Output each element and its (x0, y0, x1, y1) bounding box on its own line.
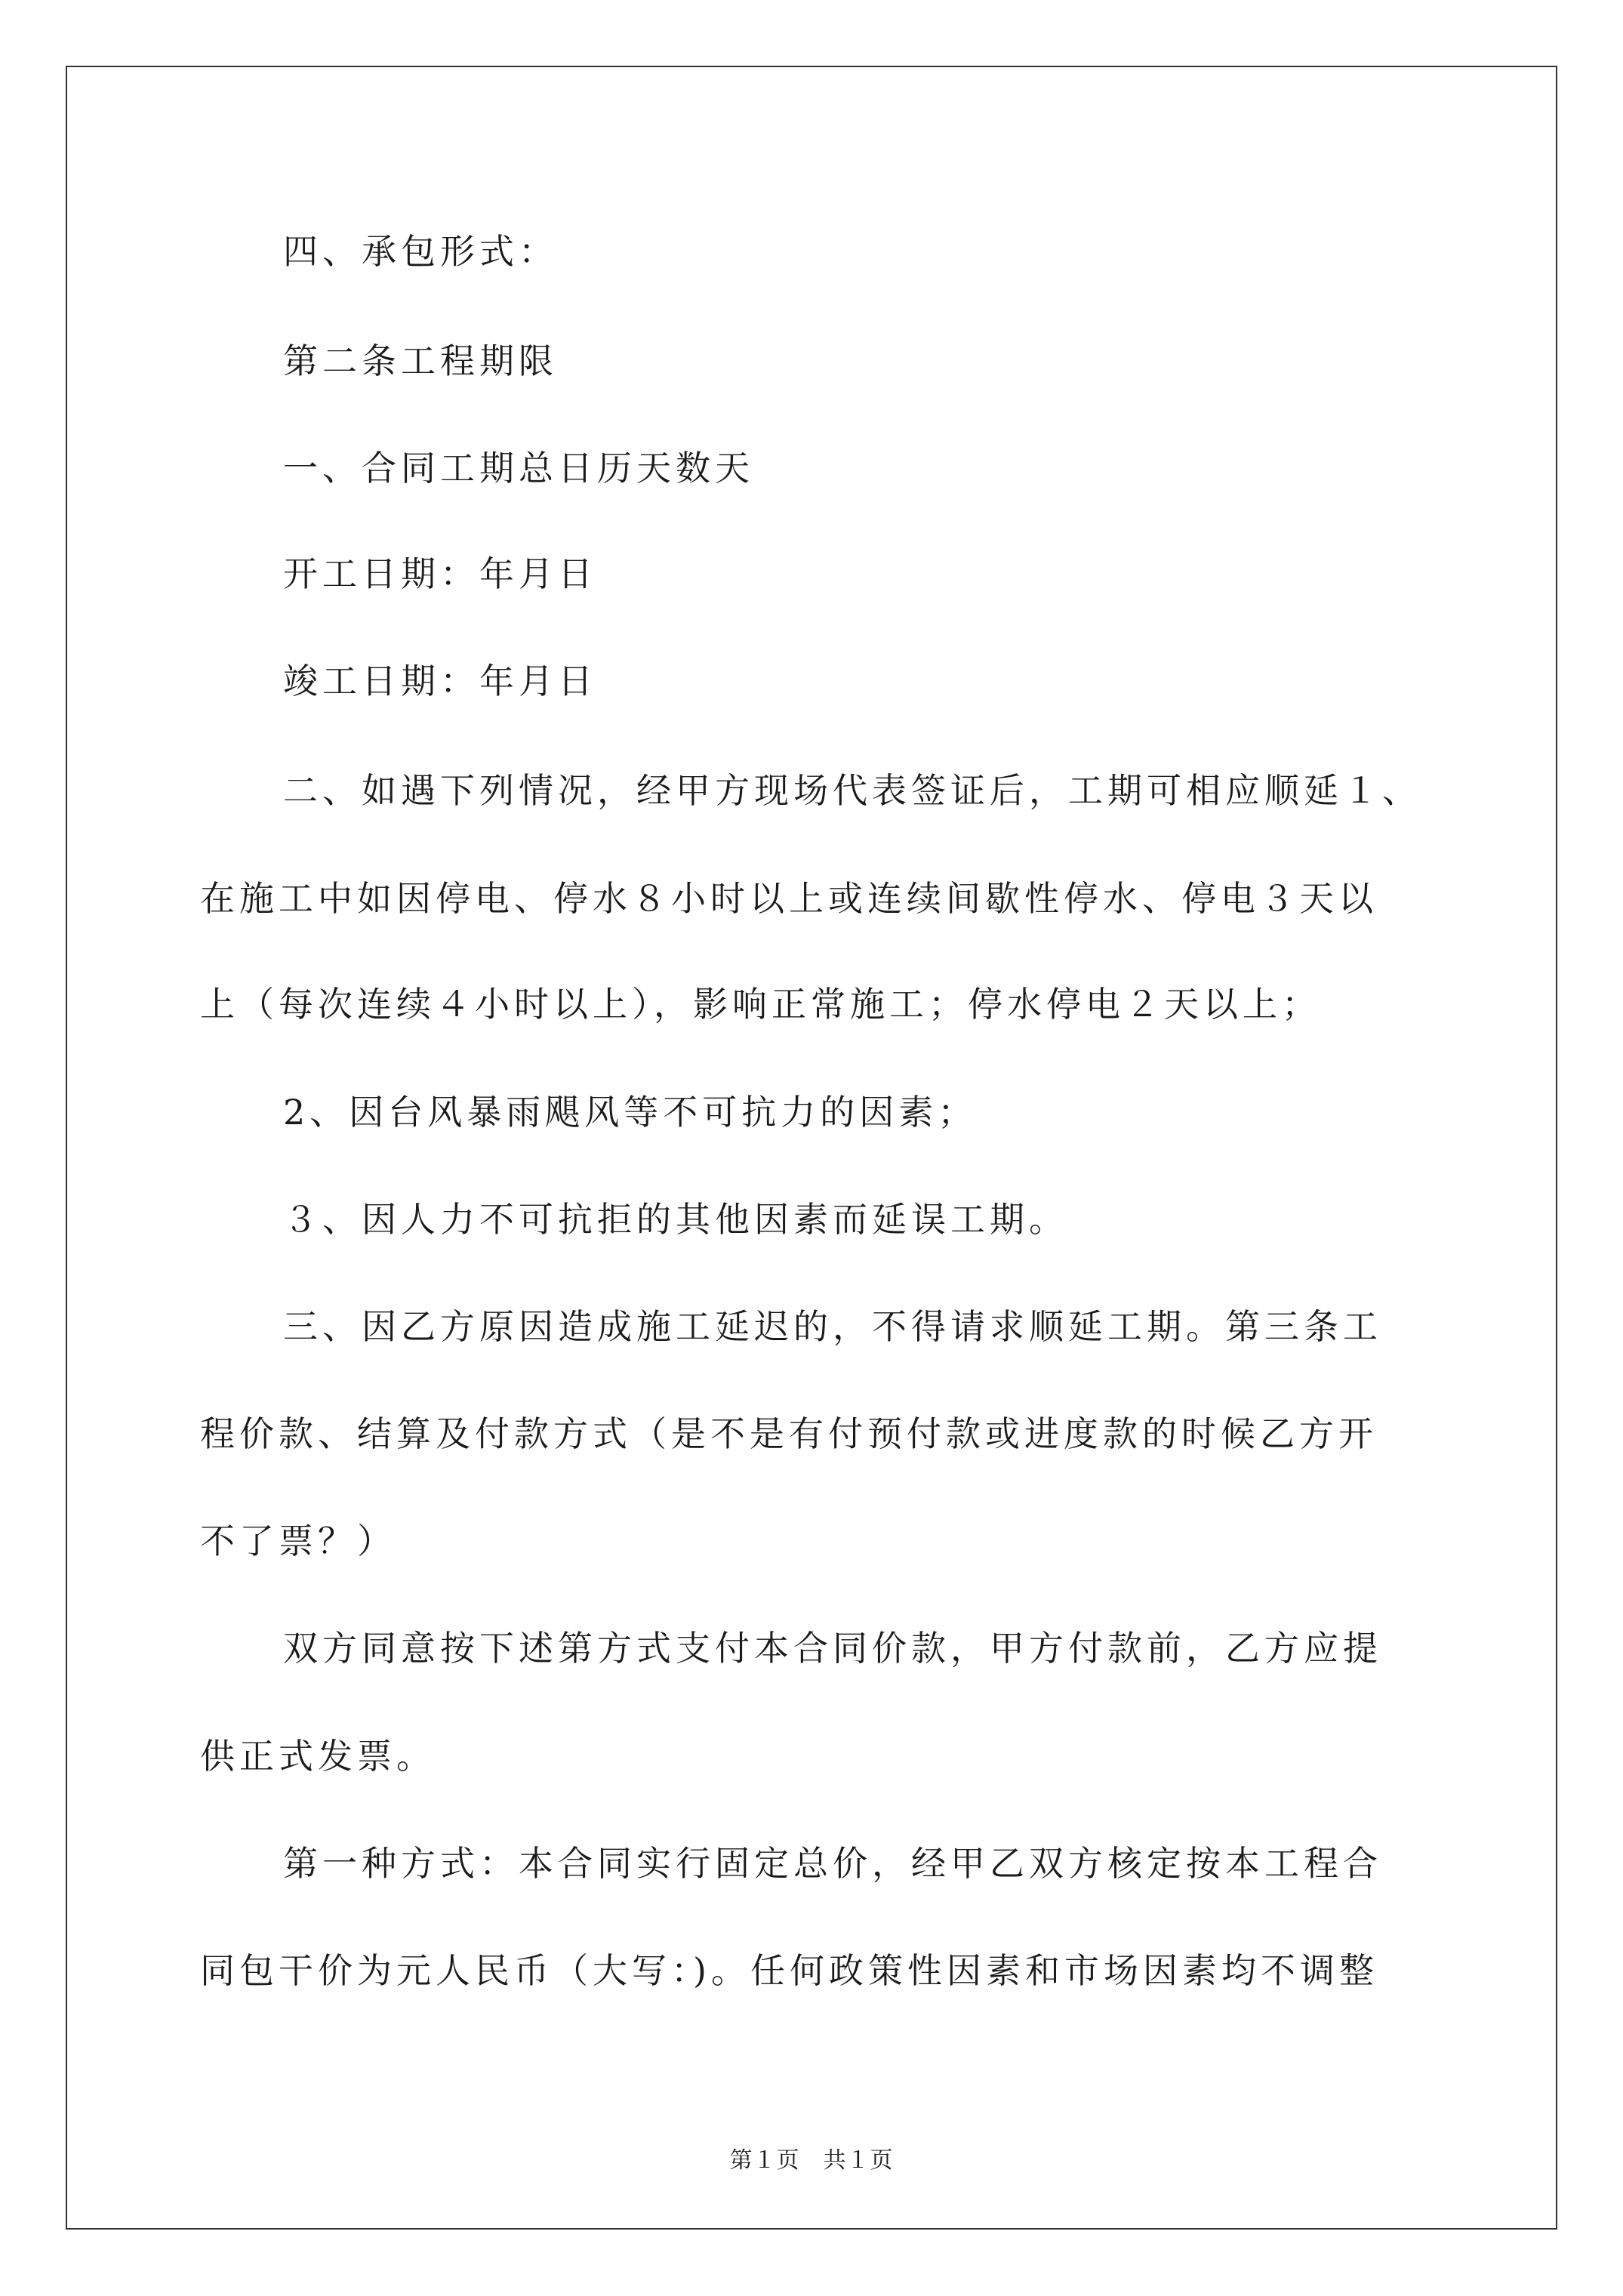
paragraph-line: 双方同意按下述第方式支付本合同价款，甲方付款前，乙方应提 (283, 1628, 1382, 1669)
paragraph-line: ３、因人力不可抗拒的其他因素而延误工期。 (283, 1199, 1068, 1240)
paragraph-line: 在施工中如因停电、停水８小时以上或连续间歇性停水、停电３天以 (200, 878, 1378, 919)
paragraph-line: 四、承包形式： (283, 231, 558, 272)
paragraph-line: 上（每次连续４小时以上），影响正常施工；停水停电２天以上； (200, 984, 1321, 1025)
paragraph-line: 竣工日期：年月日 (283, 661, 597, 701)
page-footer: 第１页 共１页 (729, 2147, 894, 2174)
paragraph-line: 第一种方式：本合同实行固定总价，经甲乙双方核定按本工程合 (283, 1843, 1382, 1884)
paragraph-line: 程价款、结算及付款方式（是不是有付预付款或进度款的时候乙方开 (200, 1413, 1378, 1454)
paragraph-line: 同包干价为元人民币（大写：)。任何政策性因素和市场因素均不调整 (200, 1950, 1378, 1991)
paragraph-line: 二、如遇下列情况，经甲方现场代表签证后，工期可相应顺延１、 (283, 770, 1421, 811)
paragraph-line: 第二条工程期限 (283, 341, 558, 381)
page-border (66, 66, 1557, 2230)
paragraph-line: 2、因台风暴雨飓风等不可抗力的因素； (283, 1092, 978, 1133)
paragraph-line: 开工日期：年月日 (283, 553, 597, 594)
paragraph-line: 供正式发票。 (200, 1736, 436, 1777)
paragraph-line: 三、因乙方原因造成施工延迟的，不得请求顺延工期。第三条工 (283, 1306, 1382, 1347)
paragraph-line: 不了票？） (200, 1521, 396, 1561)
paragraph-line: 一、合同工期总日历天数天 (283, 448, 754, 488)
